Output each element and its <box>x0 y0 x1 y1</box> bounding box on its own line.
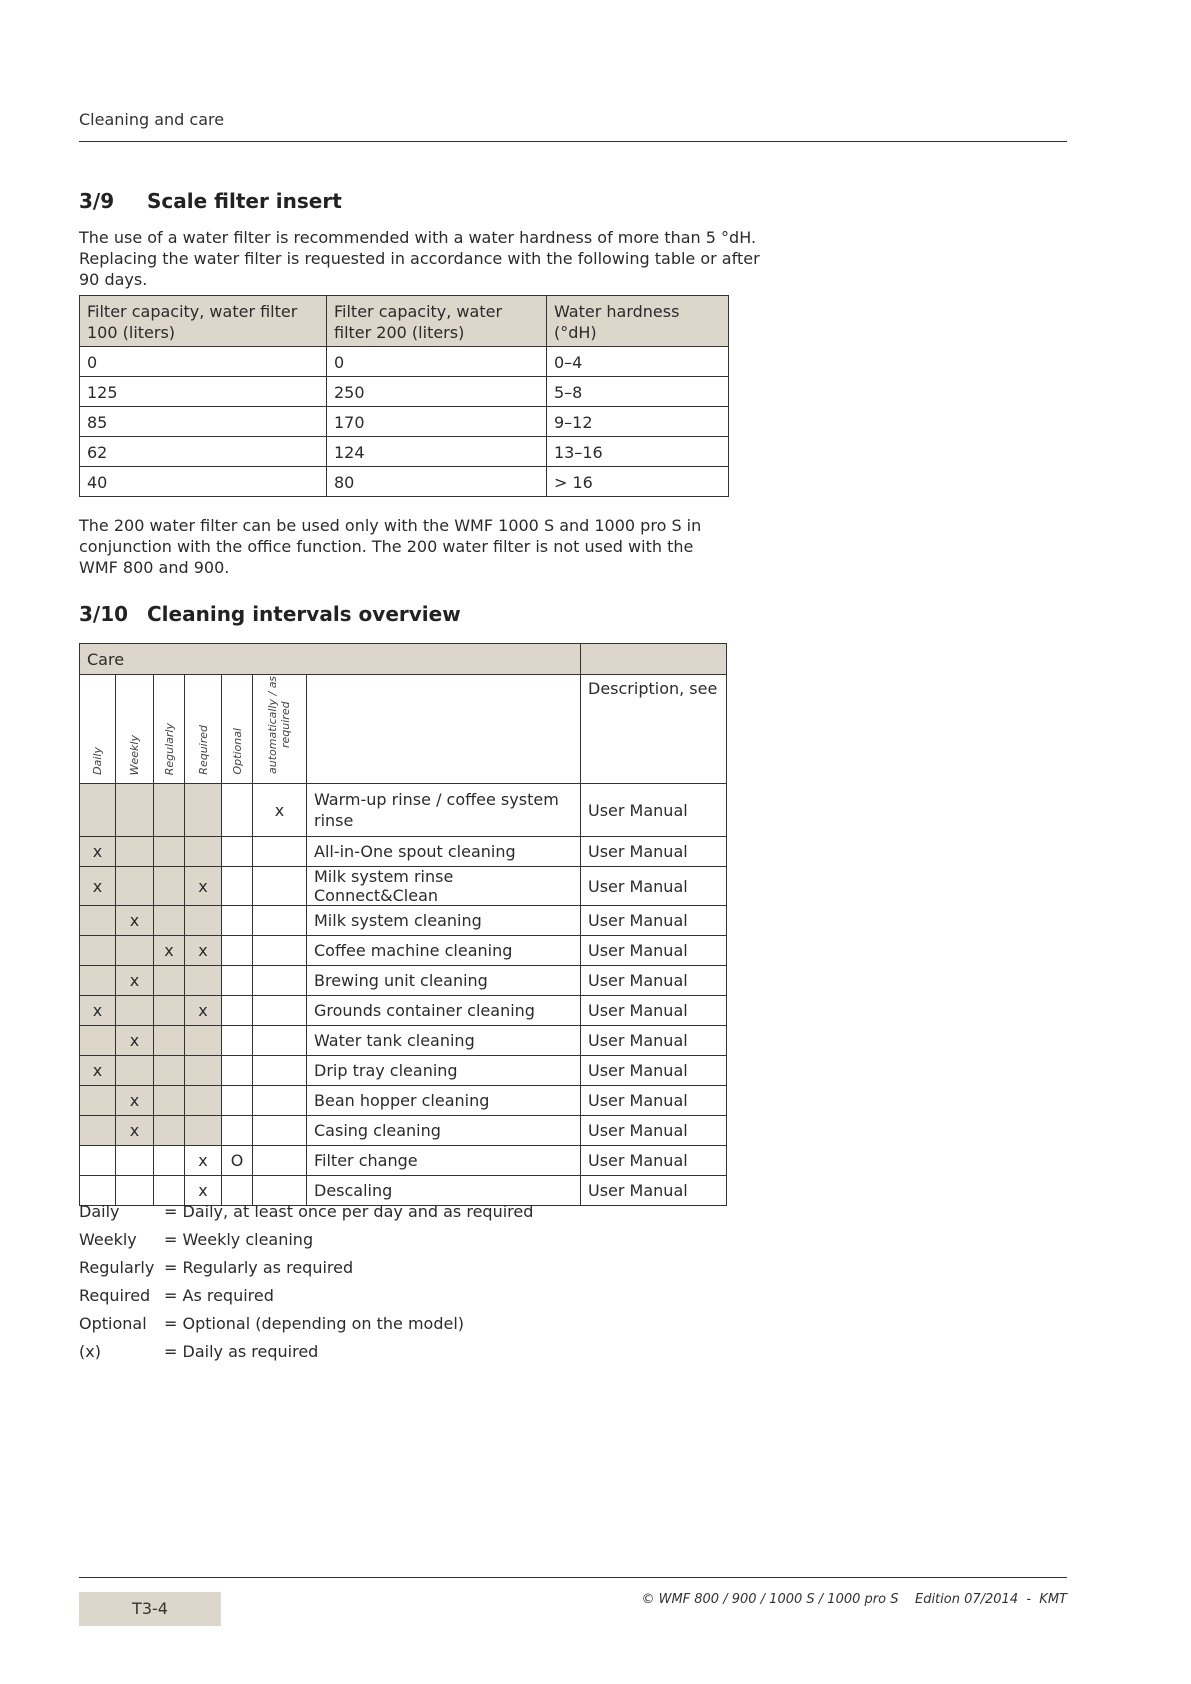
reference-cell: User Manual <box>581 1176 727 1206</box>
interval-mark-cell <box>185 1056 222 1086</box>
legend-term: Regularly <box>79 1258 155 1277</box>
interval-mark-cell <box>253 1056 307 1086</box>
reference-cell: User Manual <box>581 1146 727 1176</box>
legend <box>79 1198 533 1366</box>
table-header-row <box>80 296 729 347</box>
table-cell: > 16 <box>547 467 729 497</box>
cleaning-task: Water tank cleaning <box>307 1026 581 1056</box>
interval-mark-cell <box>253 966 307 996</box>
column-label-daily: Daily <box>80 675 116 784</box>
interval-mark-cell: x <box>116 1116 154 1146</box>
interval-mark-cell: x <box>185 996 222 1026</box>
reference-cell: User Manual <box>581 1086 727 1116</box>
interval-mark-cell <box>253 1026 307 1056</box>
filter-note-paragraph <box>79 515 701 578</box>
intro-line: Replacing the water filter is requested in accordance with the following table or after <box>79 249 760 268</box>
cleaning-task: Drip tray cleaning <box>307 1056 581 1086</box>
interval-mark-cell: x <box>185 936 222 966</box>
header-cell: Filter capacity, water filter 200 (liters) <box>327 296 547 347</box>
column-label-required: Required <box>185 675 222 784</box>
interval-mark-cell: x <box>80 996 116 1026</box>
table-row <box>80 867 727 906</box>
intro-line: The use of a water filter is recommended with a water hardness of more than 5 °dH. <box>79 228 757 247</box>
reference-cell: User Manual <box>581 906 727 936</box>
table-row <box>80 347 729 377</box>
interval-mark-cell <box>253 996 307 1026</box>
interval-mark-cell <box>222 1026 253 1056</box>
header-cell: Filter capacity, water filter 100 (liters) <box>80 296 327 347</box>
interval-mark-cell <box>80 936 116 966</box>
interval-mark-cell <box>253 936 307 966</box>
table-row <box>80 936 727 966</box>
legend-definition: = Regularly as required <box>164 1258 354 1277</box>
interval-mark-cell <box>222 1116 253 1146</box>
section-heading-scale-filter <box>79 189 342 213</box>
interval-mark-cell <box>154 1116 185 1146</box>
interval-mark-cell <box>222 966 253 996</box>
legend-item <box>79 1338 533 1366</box>
legend-term: Daily <box>79 1202 120 1221</box>
interval-mark-cell <box>222 1056 253 1086</box>
interval-mark-cell <box>80 1086 116 1116</box>
interval-mark-cell <box>253 1086 307 1116</box>
table-row <box>80 1146 727 1176</box>
interval-mark-cell: x <box>185 867 222 906</box>
reference-cell: User Manual <box>581 837 727 867</box>
interval-mark-cell <box>185 906 222 936</box>
interval-mark-cell: x <box>253 784 307 837</box>
legend-item <box>79 1226 533 1254</box>
table-cell: 125 <box>80 377 327 407</box>
interval-mark-cell <box>222 936 253 966</box>
interval-mark-cell: x <box>80 837 116 867</box>
interval-mark-cell <box>185 837 222 867</box>
column-labels-row <box>80 675 727 784</box>
running-header: Cleaning and care <box>79 110 225 129</box>
interval-mark-cell <box>222 996 253 1026</box>
cleaning-intervals-table <box>79 643 727 1206</box>
legend-item <box>79 1254 533 1282</box>
note-line: The 200 water filter can be used only with the WMF 1000 S and 1000 pro S in <box>79 516 702 535</box>
interval-mark-cell <box>80 1116 116 1146</box>
reference-cell: User Manual <box>581 966 727 996</box>
interval-mark-cell <box>116 996 154 1026</box>
legend-definition: = As required <box>164 1286 274 1305</box>
cleaning-task: Milk system rinse Connect&Clean <box>307 867 581 906</box>
table-cell: 62 <box>80 437 327 467</box>
interval-mark-cell: x <box>116 1026 154 1056</box>
cleaning-task: Descaling <box>307 1176 581 1206</box>
interval-mark-cell <box>80 1026 116 1056</box>
care-header-blank <box>581 644 727 675</box>
note-line: conjunction with the office function. The 200 water filter is not used with the <box>79 537 694 556</box>
interval-mark-cell <box>154 837 185 867</box>
interval-mark-cell <box>253 837 307 867</box>
table-row <box>80 467 729 497</box>
interval-mark-cell <box>154 906 185 936</box>
interval-mark-cell <box>154 1146 185 1176</box>
cleaning-task: Brewing unit cleaning <box>307 966 581 996</box>
table-cell: 170 <box>327 407 547 437</box>
interval-mark-cell <box>185 1086 222 1116</box>
reference-cell: User Manual <box>581 936 727 966</box>
interval-mark-cell <box>116 1146 154 1176</box>
interval-mark-cell <box>80 784 116 837</box>
interval-mark-cell: x <box>116 966 154 996</box>
table-cell: 80 <box>327 467 547 497</box>
reference-cell: User Manual <box>581 1026 727 1056</box>
interval-mark-cell <box>116 837 154 867</box>
table-cell: 250 <box>327 377 547 407</box>
legend-definition: = Weekly cleaning <box>164 1230 314 1249</box>
section-title: Scale filter insert <box>147 189 342 213</box>
interval-mark-cell: x <box>154 936 185 966</box>
section-number: 3/10 <box>79 602 129 626</box>
interval-mark-cell <box>116 1056 154 1086</box>
interval-mark-cell <box>253 1146 307 1176</box>
care-label: Care <box>80 644 581 675</box>
legend-item <box>79 1282 533 1310</box>
section-number: 3/9 <box>79 189 115 213</box>
interval-mark-cell: x <box>116 1086 154 1116</box>
table-row <box>80 1086 727 1116</box>
interval-mark-cell <box>116 784 154 837</box>
legend-item <box>79 1310 533 1338</box>
table-row <box>80 377 729 407</box>
interval-mark-cell <box>185 784 222 837</box>
table-cell: 0 <box>80 347 327 377</box>
reference-cell: User Manual <box>581 996 727 1026</box>
cleaning-task: Casing cleaning <box>307 1116 581 1146</box>
reference-cell: User Manual <box>581 867 727 906</box>
interval-mark-cell <box>185 1026 222 1056</box>
interval-mark-cell <box>154 996 185 1026</box>
interval-mark-cell <box>222 867 253 906</box>
interval-mark-cell <box>116 867 154 906</box>
interval-mark-cell <box>185 1116 222 1146</box>
interval-mark-cell <box>253 1116 307 1146</box>
table-row <box>80 437 729 467</box>
interval-mark-cell <box>222 906 253 936</box>
column-label-blank <box>307 675 581 784</box>
interval-mark-cell <box>154 867 185 906</box>
cleaning-task: Filter change <box>307 1146 581 1176</box>
interval-mark-cell <box>154 1056 185 1086</box>
cleaning-task: Warm-up rinse / coffee system rinse <box>307 784 581 837</box>
interval-mark-cell: x <box>185 1176 222 1206</box>
interval-mark-cell: O <box>222 1146 253 1176</box>
legend-definition: = Daily, at least once per day and as required <box>164 1202 534 1221</box>
interval-mark-cell: x <box>185 1146 222 1176</box>
footer-rule <box>79 1577 1067 1578</box>
table-cell: 5–8 <box>547 377 729 407</box>
table-row <box>80 837 727 867</box>
legend-definition: = Daily as required <box>164 1342 319 1361</box>
cleaning-task: Coffee machine cleaning <box>307 936 581 966</box>
table-cell: 0–4 <box>547 347 729 377</box>
cleaning-rows <box>80 784 727 1206</box>
interval-mark-cell <box>80 1146 116 1176</box>
legend-item <box>79 1198 533 1226</box>
cleaning-task: All-in-One spout cleaning <box>307 837 581 867</box>
table-row <box>80 996 727 1026</box>
interval-mark-cell <box>253 867 307 906</box>
reference-cell: User Manual <box>581 784 727 837</box>
interval-mark-cell <box>154 1026 185 1056</box>
table-cell: 0 <box>327 347 547 377</box>
header-rule <box>79 141 1067 142</box>
column-label-optional: Optional <box>222 675 253 784</box>
interval-mark-cell <box>154 966 185 996</box>
care-header-row <box>80 644 727 675</box>
section-title: Cleaning intervals overview <box>147 602 461 626</box>
intro-line: 90 days. <box>79 270 148 289</box>
interval-mark-cell <box>222 1086 253 1116</box>
interval-mark-cell: x <box>116 906 154 936</box>
table-row <box>80 966 727 996</box>
footer-edition: © WMF 800 / 900 / 1000 S / 1000 pro S Edition 07/2014 - KMT <box>641 1592 1067 1607</box>
table-row <box>80 407 729 437</box>
interval-mark-cell <box>80 966 116 996</box>
table-row <box>80 1056 727 1086</box>
note-line: WMF 800 and 900. <box>79 558 230 577</box>
interval-mark-cell: x <box>80 1056 116 1086</box>
table-row <box>80 906 727 936</box>
column-label-automatically: automatically / as required <box>253 675 307 784</box>
legend-definition: = Optional (depending on the model) <box>164 1314 465 1333</box>
interval-mark-cell: x <box>80 867 116 906</box>
column-label-weekly: Weekly <box>116 675 154 784</box>
legend-term: Required <box>79 1286 151 1305</box>
interval-mark-cell <box>253 906 307 936</box>
table-cell: 85 <box>80 407 327 437</box>
table-row <box>80 1116 727 1146</box>
reference-cell: User Manual <box>581 1116 727 1146</box>
table-cell: 40 <box>80 467 327 497</box>
description-header: Description, see <box>581 675 727 784</box>
interval-mark-cell <box>222 784 253 837</box>
table-row <box>80 784 727 837</box>
page-number: T3-4 <box>79 1592 221 1626</box>
header-cell: Water hardness (°dH) <box>547 296 729 347</box>
section-heading-cleaning-intervals <box>79 602 461 626</box>
reference-cell: User Manual <box>581 1056 727 1086</box>
legend-term: (x) <box>79 1342 101 1361</box>
table-cell: 124 <box>327 437 547 467</box>
interval-mark-cell <box>222 837 253 867</box>
interval-mark-cell <box>185 966 222 996</box>
interval-mark-cell <box>154 1086 185 1116</box>
column-label-regularly: Regularly <box>154 675 185 784</box>
interval-mark-cell <box>80 906 116 936</box>
legend-term: Optional <box>79 1314 147 1333</box>
interval-mark-cell <box>154 784 185 837</box>
cleaning-task: Bean hopper cleaning <box>307 1086 581 1116</box>
cleaning-task: Milk system cleaning <box>307 906 581 936</box>
table-row <box>80 1026 727 1056</box>
legend-term: Weekly <box>79 1230 137 1249</box>
cleaning-task: Grounds container cleaning <box>307 996 581 1026</box>
filter-capacity-table <box>79 295 729 497</box>
interval-mark-cell <box>116 936 154 966</box>
table-cell: 13–16 <box>547 437 729 467</box>
table-cell: 9–12 <box>547 407 729 437</box>
intro-paragraph <box>79 227 760 290</box>
